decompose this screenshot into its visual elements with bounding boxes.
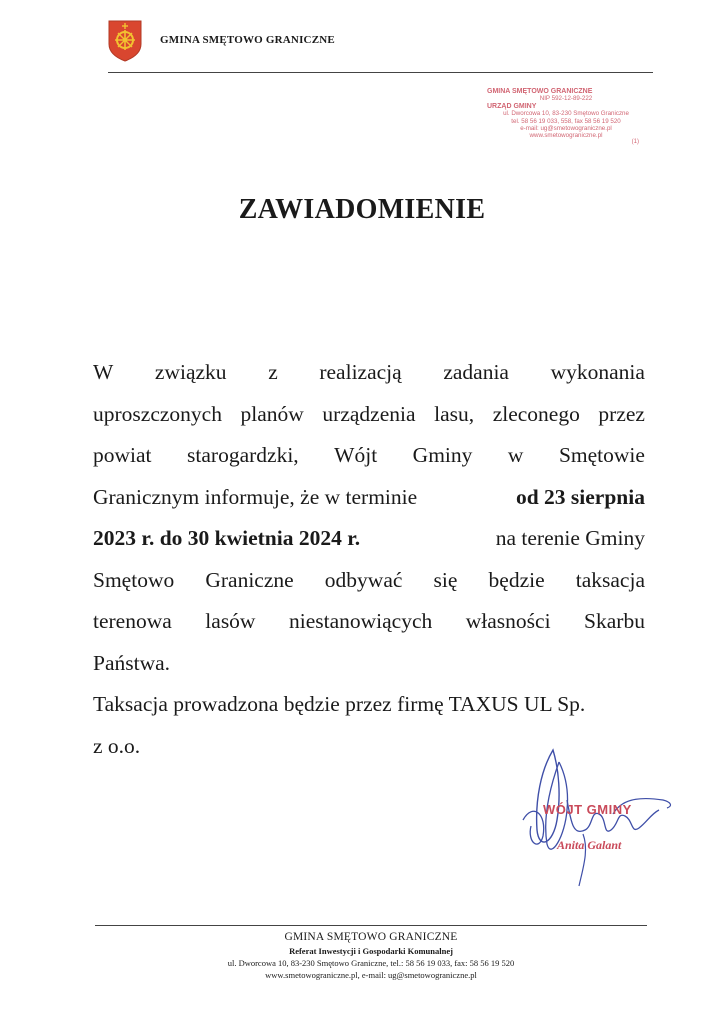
body-text: na terenie Gminy (495, 526, 645, 550)
body-line: z o.o. (93, 733, 141, 758)
footer-department: Referat Inwestycji i Gospodarki Komunalnej (289, 946, 453, 956)
body-word: Gminy (412, 443, 473, 467)
signature-title: WÓJT GMINY (543, 802, 632, 817)
body-word: starogardzki, (187, 443, 299, 467)
body-word: z (268, 360, 278, 384)
stamp-line: GMINA SMĘTOWO GRANICZNE (487, 88, 593, 95)
body-bold-text: 2023 r. do 30 kwietnia 2024 r. (93, 526, 361, 550)
body-text: Granicznym informuje, że w terminie (93, 484, 418, 509)
body-word: Graniczne (205, 567, 294, 592)
footer-org-name: GMINA SMĘTOWO GRANICZNE (284, 931, 458, 943)
letterhead (108, 20, 653, 76)
body-word: W (93, 360, 114, 384)
body-word: Smętowie (558, 443, 645, 467)
body-word: odbywać (324, 567, 403, 592)
footer-divider (95, 925, 647, 926)
stamp-line: ul. Dworcowa 10, 83-230 Smętowo Graniczne (503, 110, 629, 118)
body-line (93, 477, 645, 519)
body-line (93, 518, 645, 560)
body-word: własności (465, 609, 551, 633)
signature-name: Anita Galant (557, 838, 622, 852)
body-line (93, 560, 645, 602)
document-title: ZAWIADOMIENIE (238, 194, 486, 225)
body-word: będzie (488, 567, 545, 592)
body-word: lasu, (434, 401, 475, 426)
body-word: planów (240, 401, 304, 426)
body-word: terenowa (93, 609, 172, 633)
document-body (93, 352, 645, 767)
body-line: Państwa. (93, 650, 171, 675)
municipal-crest-icon (108, 20, 142, 62)
body-word: w (507, 443, 524, 467)
body-word: zadania (443, 360, 509, 384)
stamp-line: e-mail: ug@smetowograniczne.pl (520, 125, 612, 133)
stamp-line: NIP 592-12-89-222 (539, 95, 593, 103)
body-word: Smętowo (93, 567, 175, 592)
body-word: zleconego (492, 401, 580, 426)
body-word: Skarbu (584, 609, 645, 633)
office-stamp (487, 88, 645, 154)
footer (95, 930, 647, 981)
stamp-line: URZĄD GMINY (487, 102, 537, 110)
body-word: wykonania (550, 360, 645, 384)
body-word: taksacja (575, 567, 645, 592)
stamp-line: www.smetowograniczne.pl (529, 132, 603, 140)
body-word: lasów (205, 609, 256, 633)
body-word: związku (154, 360, 227, 384)
body-line (93, 601, 645, 643)
footer-address: ul. Dworcowa 10, 83-230 Smętowo Graniczne, tel.: 58 56 19 033, fax: 58 56 19 520 (227, 958, 515, 968)
body-word: uproszczonych (93, 401, 222, 426)
body-line (93, 435, 645, 477)
body-word: niestanowiących (288, 609, 433, 633)
body-word: się (433, 567, 458, 592)
body-word: realizacją (319, 360, 402, 384)
body-line: Taksacja prowadzona będzie przez firmę TAXUS UL Sp. (93, 692, 586, 716)
stamp-line: tel. 58 56 19 033, 558, fax 58 56 19 520 (511, 117, 621, 125)
body-word: urządzenia (322, 401, 416, 426)
stamp-number: (1) (631, 138, 639, 145)
header-org-name: GMINA SMĘTOWO GRANICZNE (160, 34, 335, 46)
body-bold-text: od 23 sierpnia (515, 484, 645, 509)
body-line (93, 394, 645, 436)
body-word: Wójt (334, 443, 378, 467)
body-word: przez (598, 401, 645, 426)
body-line (93, 352, 645, 394)
header-divider (108, 72, 653, 73)
body-word: powiat (93, 443, 152, 467)
footer-contact: www.smetowograniczne.pl, e-mail: ug@smetowograniczne.pl (265, 970, 477, 980)
signature-block (513, 740, 683, 890)
